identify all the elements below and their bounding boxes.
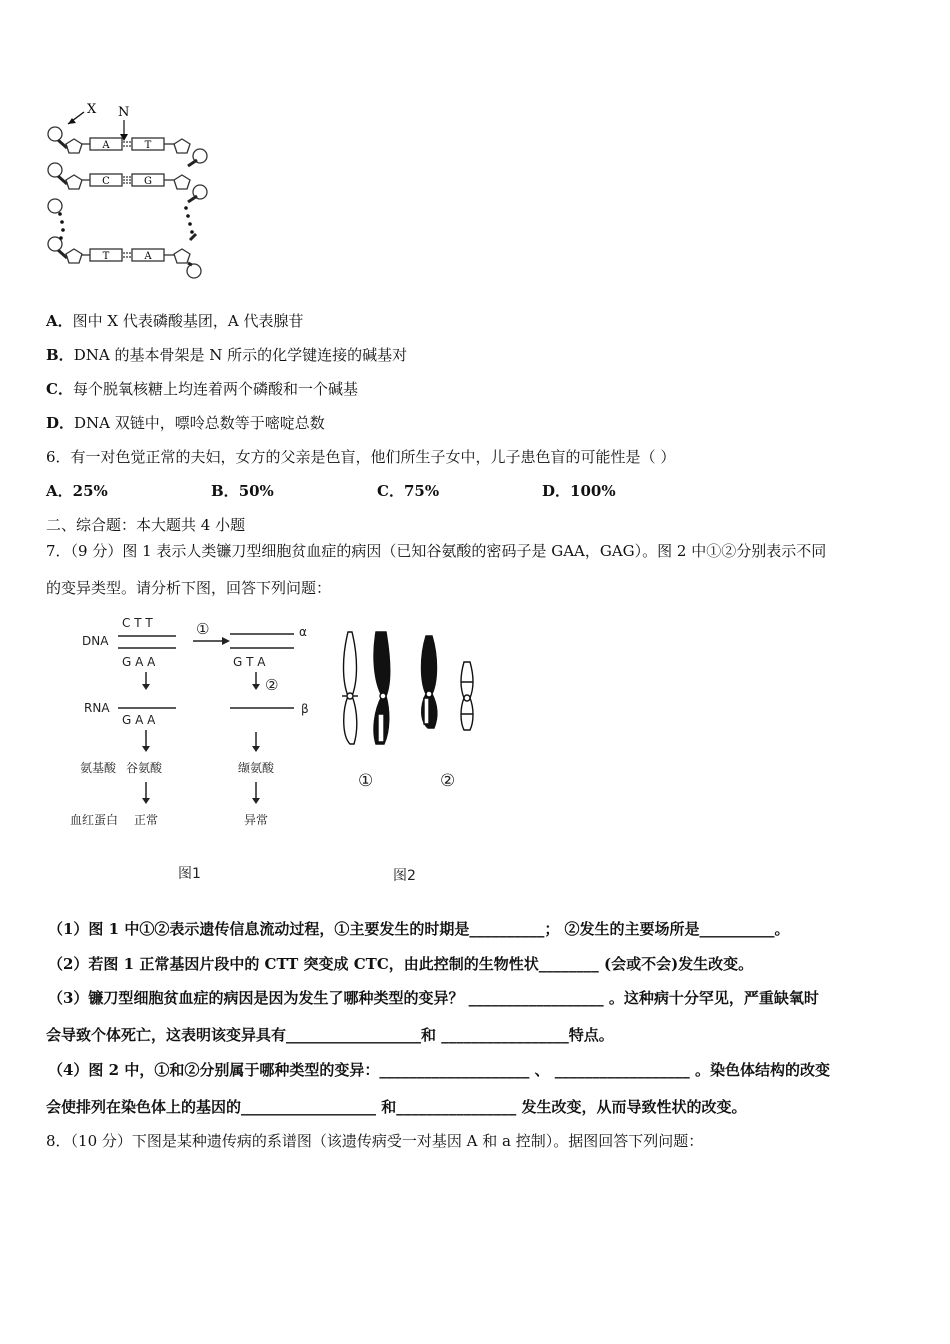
fig1-top-strand: C T T xyxy=(122,616,153,630)
label-x: X xyxy=(87,102,97,117)
base-t1: T xyxy=(144,140,152,151)
q6-stem: 6．有一对色觉正常的夫妇，女方的父亲是色盲，他们所生子女中，儿子患色盲的可能性是（ ） xyxy=(46,448,676,466)
fig1-hb-label: 血红蛋白 xyxy=(70,813,119,827)
fig2-num2: ② xyxy=(440,771,456,791)
fig1-rna-strand: G A A xyxy=(122,713,156,727)
q8-stem: 8．（10 分）下图是某种遗传病的系谱图（该遗传病受一对基因 A 和 a 控制）。据图回答下列问题： xyxy=(46,1132,704,1150)
dna-structure-figure xyxy=(40,98,215,283)
fig1-rna-label: RNA xyxy=(84,701,110,715)
fig1-aa-mutant: 缬氨酸 xyxy=(238,761,275,775)
q6-option-a: A．25% xyxy=(46,482,108,500)
base-g2: G xyxy=(144,176,152,187)
fig1-aa-normal: 谷氨酸 xyxy=(126,761,163,775)
q7-sub3-line2: 会导致个体死亡，这表明该变异具有__________________和 _________________特点。 xyxy=(46,1026,614,1044)
q7-sub3-line1: （3）镰刀型细胞贫血症的病因是因为发生了哪种类型的变异？ __________________ 。这种病十分罕见，严重缺氧时 xyxy=(48,989,819,1007)
fig2-num1: ① xyxy=(358,771,374,791)
fig1-hb-mutant: 异常 xyxy=(244,813,269,827)
q7-sub4-line2: 会使排列在染色体上的基因的__________________ 和________________ 发生改变，从而导致性状的改变。 xyxy=(46,1098,747,1116)
q7-stem-line2: 的变异类型。请分析下图，回答下列问题： xyxy=(46,579,332,597)
fig1-bottom-strand: G A A xyxy=(122,655,156,669)
q5-option-b: B．DNA 的基本骨架是 N 所示的化学键连接的碱基对 xyxy=(46,346,408,364)
q7-sub1: （1）图 1 中①②表示遗传信息流动过程，①主要发生的时期是__________； ②发生的主要场所是__________。 xyxy=(48,920,790,938)
q6-option-d: D．100% xyxy=(542,482,616,500)
q7-stem-line1: 7．（9 分）图 1 表示人类镰刀型细胞贫血症的病因（已知谷氨酸的密码子是 GAA，GAG）。图 2 中①②分别表示不同 xyxy=(46,542,827,560)
base-a1: A xyxy=(102,140,110,151)
fig1-aa-label: 氨基酸 xyxy=(80,761,117,775)
fig1-step1: ① xyxy=(196,620,210,638)
base-a3: A xyxy=(144,251,152,262)
base-t3: T xyxy=(102,251,110,262)
fig1-caption: 图1 xyxy=(178,866,201,882)
figure-2-chromosomes xyxy=(330,626,490,888)
base-c2: C xyxy=(102,176,110,187)
fig1-dna-label: DNA xyxy=(82,634,109,648)
fig1-step2: ② xyxy=(265,676,279,694)
q5-option-d: D．DNA 双链中，嘌呤总数等于嘧啶总数 xyxy=(46,414,325,432)
fig1-mut-strand: G T A xyxy=(233,655,266,669)
q7-sub4-line1: （4）图 2 中，①和②分别属于哪种类型的变异：____________________ 、 __________________ 。染色体结构的改变 xyxy=(48,1061,830,1079)
q6-option-b: B．50% xyxy=(211,482,274,500)
fig2-caption: 图2 xyxy=(393,868,416,884)
fig1-alpha: α xyxy=(299,625,307,639)
fig1-hb-normal: 正常 xyxy=(134,813,159,827)
q5-option-a: A．图中 X 代表磷酸基团，A 代表腺苷 xyxy=(46,312,304,330)
section-2-title: 二、综合题：本大题共 4 小题 xyxy=(46,516,246,534)
q5-option-c: C．每个脱氧核糖上均连着两个磷酸和一个碱基 xyxy=(46,380,358,398)
fig1-beta: β xyxy=(301,702,309,716)
q7-sub2: （2）若图 1 正常基因片段中的 CTT 突变成 CTC，由此控制的生物性状________ (会或不会)发生改变。 xyxy=(48,955,754,973)
figure-1-sickle-cell xyxy=(70,612,330,887)
label-n: N xyxy=(118,105,130,120)
q6-option-c: C．75% xyxy=(377,482,440,500)
